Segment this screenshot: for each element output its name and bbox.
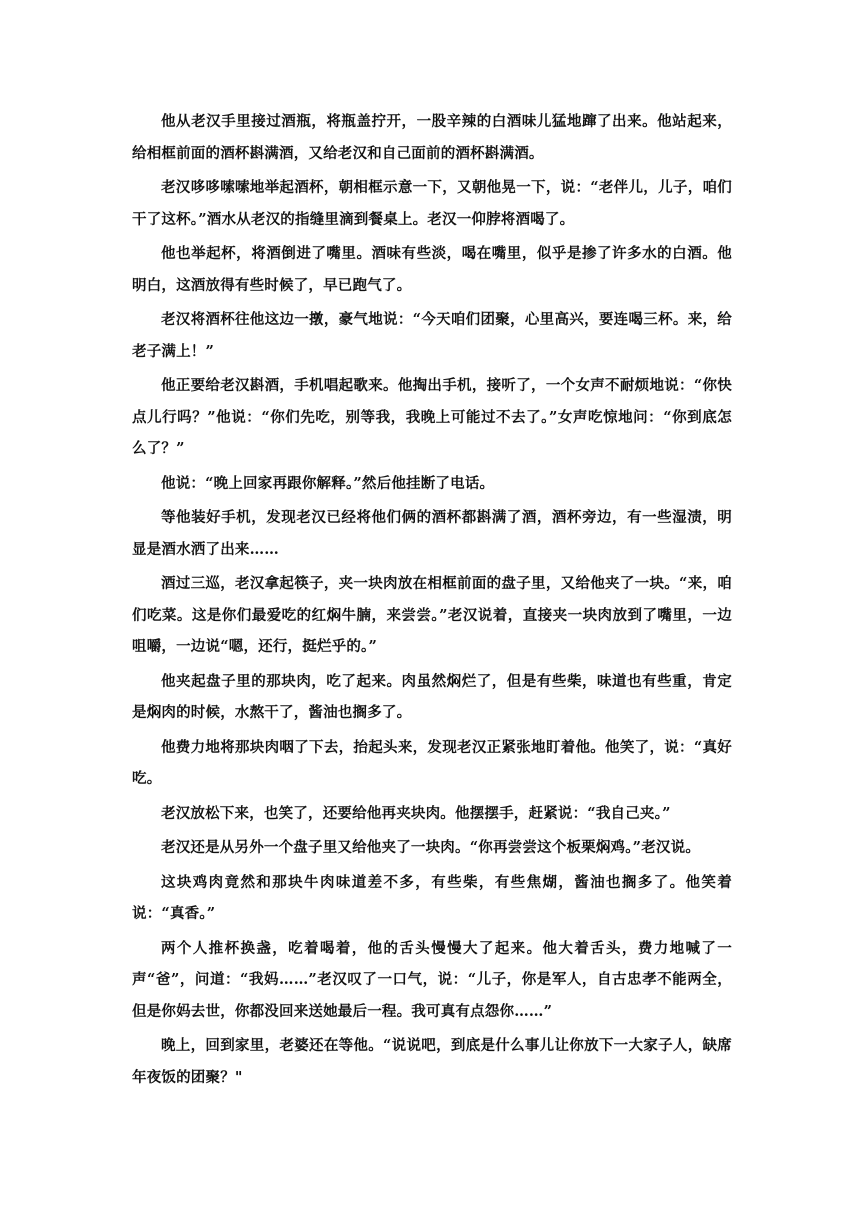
paragraph-10: 他费力地将那块肉咽了下去，抬起头来，发现老汉正紧张地盯着他。他笑了，说：“真好吃。	[132, 738, 732, 787]
paragraph-9: 他夹起盘子里的那块肉，吃了起来。肉虽然焖烂了，但是有些柴，味道也有些重，肯定是焖肉的时候，水熬干了，酱油也搁多了。	[132, 672, 732, 721]
paragraph-2: 老汉哆哆嗦嗦地举起酒杯，朝相框示意一下，又朝他晃一下，说：“老伴儿，儿子，咱们干了这杯。”酒水从老汉的指缝里滴到餐桌上。老汉一仰脖将酒喝了。	[132, 179, 732, 228]
paragraph-3: 他也举起杯，将酒倒进了嘴里。酒味有些淡，喝在嘴里，似乎是掺了许多水的白酒。他明白，这酒放得有些时候了，早已跑气了。	[132, 245, 732, 294]
paragraph-6: 他说：“晚上回家再跟你解释。”然后他挂断了电话。	[161, 474, 495, 492]
paragraph-11: 老汉放松下来，也笑了，还要给他再夹块肉。他摆摆手，赶紧说：“我自己夹。”	[161, 804, 671, 822]
paragraph-5: 他正要给老汉斟酒，手机唱起歌来。他掏出手机，接听了，一个女声不耐烦地说：“你快点儿行吗？”他说：“你们先吃，别等我，我晚上可能过不去了。”女声吃惊地问：“你到底怎么了？”	[132, 377, 732, 457]
paragraph-15: 晚上，回到家里，老婆还在等他。“说说吧，到底是什么事儿让你放下一大家子人，缺席年夜饭的团聚？"	[132, 1037, 732, 1086]
paragraph-8: 酒过三巡，老汉拿起筷子，夹一块肉放在相框前面的盘子里，又给他夹了一块。“来，咱们吃菜。这是你们最爱吃的红焖牛腩，来尝尝。”老汉说着，直接夹一块肉放到了嘴里，一边咀嚼，一边说“嗯，还行，挺烂乎的。”	[132, 575, 732, 655]
paragraph-4: 老汉将酒杯往他这边一撴，豪气地说：“今天咱们团聚，心里高兴，要连喝三杯。来，给老子满上！”	[132, 311, 732, 360]
paragraph-1: 他从老汉手里接过酒瓶，将瓶盖拧开，一股辛辣的白酒味儿猛地蹿了出来。他站起来，给相框前面的酒杯斟满酒，又给老汉和自己面前的酒杯斟满酒。	[132, 113, 732, 162]
paragraph-14: 两个人推杯换盏，吃着喝着，他的舌头慢慢大了起来。他大着舌头，费力地喊了一声“爸”，问道：“我妈……”老汉叹了一口气，说：“儿子，你是军人，自古忠孝不能两全，但是你妈去世，你都没回来送她最后一程。我可真有点怨你……”	[132, 939, 732, 1020]
paragraph-13: 这块鸡肉竟然和那块牛肉味道差不多，有些柴，有些焦煳，酱油也搁多了。他笑着说：“真香。”	[132, 873, 732, 922]
paragraph-12: 老汉还是从另外一个盘子里又给他夹了一块肉。“你再尝尝这个板栗焖鸡。”老汉说。	[161, 839, 701, 856]
paragraph-7: 等他装好手机，发现老汉已经将他们俩的酒杯都斟满了酒，酒杯旁边，有一些湿渍，明显是酒水洒了出来……	[132, 509, 732, 558]
document-body	[132, 106, 732, 1096]
